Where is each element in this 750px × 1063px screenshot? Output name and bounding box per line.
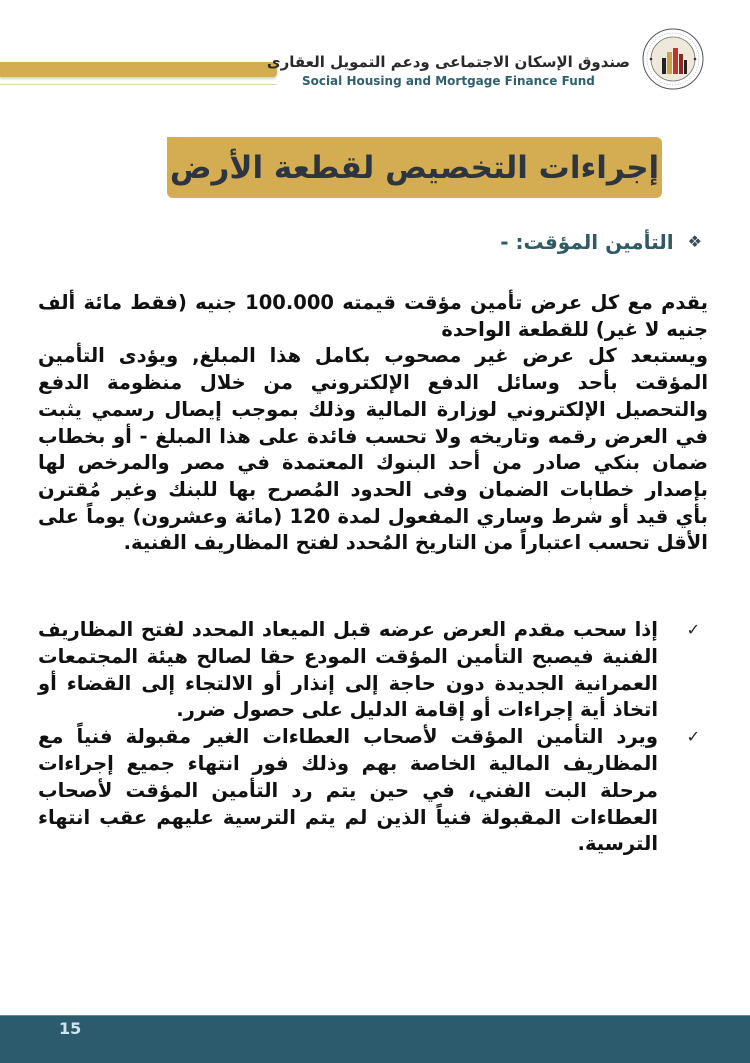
org-name-arabic: صندوق الإسكان الاجتماعى ودعم التمويل العقارى xyxy=(266,53,630,71)
header-divider-line xyxy=(0,84,277,85)
page-number: 15 xyxy=(59,1019,82,1038)
checklist-item-text: إذا سحب مقدم العرض عرضه قبل الميعاد المحدد لفتح المظاريف الفنية فيصبح التأمين المؤقت المودع حقا لصالح هيئة المجتمعات العمرانية الجديدة دون حاجة إلى إنذار أو الالتجاء إلى القضاء أو اتخاذ أية إجراءات أو إقامة الدليل على حصول ضرر. xyxy=(38,618,658,722)
body-paragraph: ويستبعد كل عرض غير مصحوب بكامل هذا المبلغ, ويؤدى التأمين المؤقت بأحد وسائل الدفع الإلكتروني من خلال منظومة الدفع والتحصيل الإلكتروني لوزارة المالية وذلك بموجب إيصال رسمي يثبت في العرض رقمه وتاريخه ولا تحسب فائدة على هذا المبلغ - أو بخطاب ضمان بنكي صادر من أحد البنوك المعتمدة في مصر والمرخص لها بإصدار خطابات الضمان وفى الحدود المُصرح بها للبنك وغير مُقترن بأي قيد أو شرط وساري المفعول لمدة 120 (مائة وعشرون) يوماً على الأقل تحسب اعتباراً من التاريخ المُحدد لفتح المظاريف الفنية. xyxy=(38,344,708,555)
diamond-bullet-icon: ❖ xyxy=(687,232,702,251)
fund-seal-logo-icon xyxy=(642,28,704,90)
header-gold-bar xyxy=(0,62,277,77)
organization-header xyxy=(267,52,630,90)
page-footer xyxy=(0,1015,750,1063)
page-title: إجراءات التخصيص لقطعة الأرض xyxy=(169,149,660,186)
section-heading xyxy=(500,230,702,254)
checklist xyxy=(38,617,708,858)
section-title: التأمين المؤقت: - xyxy=(500,230,674,254)
checklist-item-text: ويرد التأمين المؤقت لأصحاب العطاءات الغير مقبولة فنياً مع المظاريف المالية الخاصة بهم وذلك فور انتهاء جميع إجراءات مرحلة البت الفني، في حين يتم رد التأمين المؤقت لأصحاب العطاءات المقبولة فنياً الذين لم يتم الترسية عليهم عقب انتهاء الترسية. xyxy=(38,725,658,856)
check-icon: ✓ xyxy=(686,727,700,747)
body-paragraph: يقدم مع كل عرض تأمين مؤقت قيمته 100.000 جنيه (فقط مائة ألف جنيه لا غير) للقطعة الواحدة xyxy=(38,291,708,341)
org-name-english: Social Housing and Mortgage Finance Fund xyxy=(301,74,595,88)
check-icon: ✓ xyxy=(686,620,700,639)
checklist-item xyxy=(38,617,708,724)
page-title-banner xyxy=(167,137,662,198)
body-text xyxy=(38,290,708,557)
checklist-item xyxy=(38,724,708,858)
